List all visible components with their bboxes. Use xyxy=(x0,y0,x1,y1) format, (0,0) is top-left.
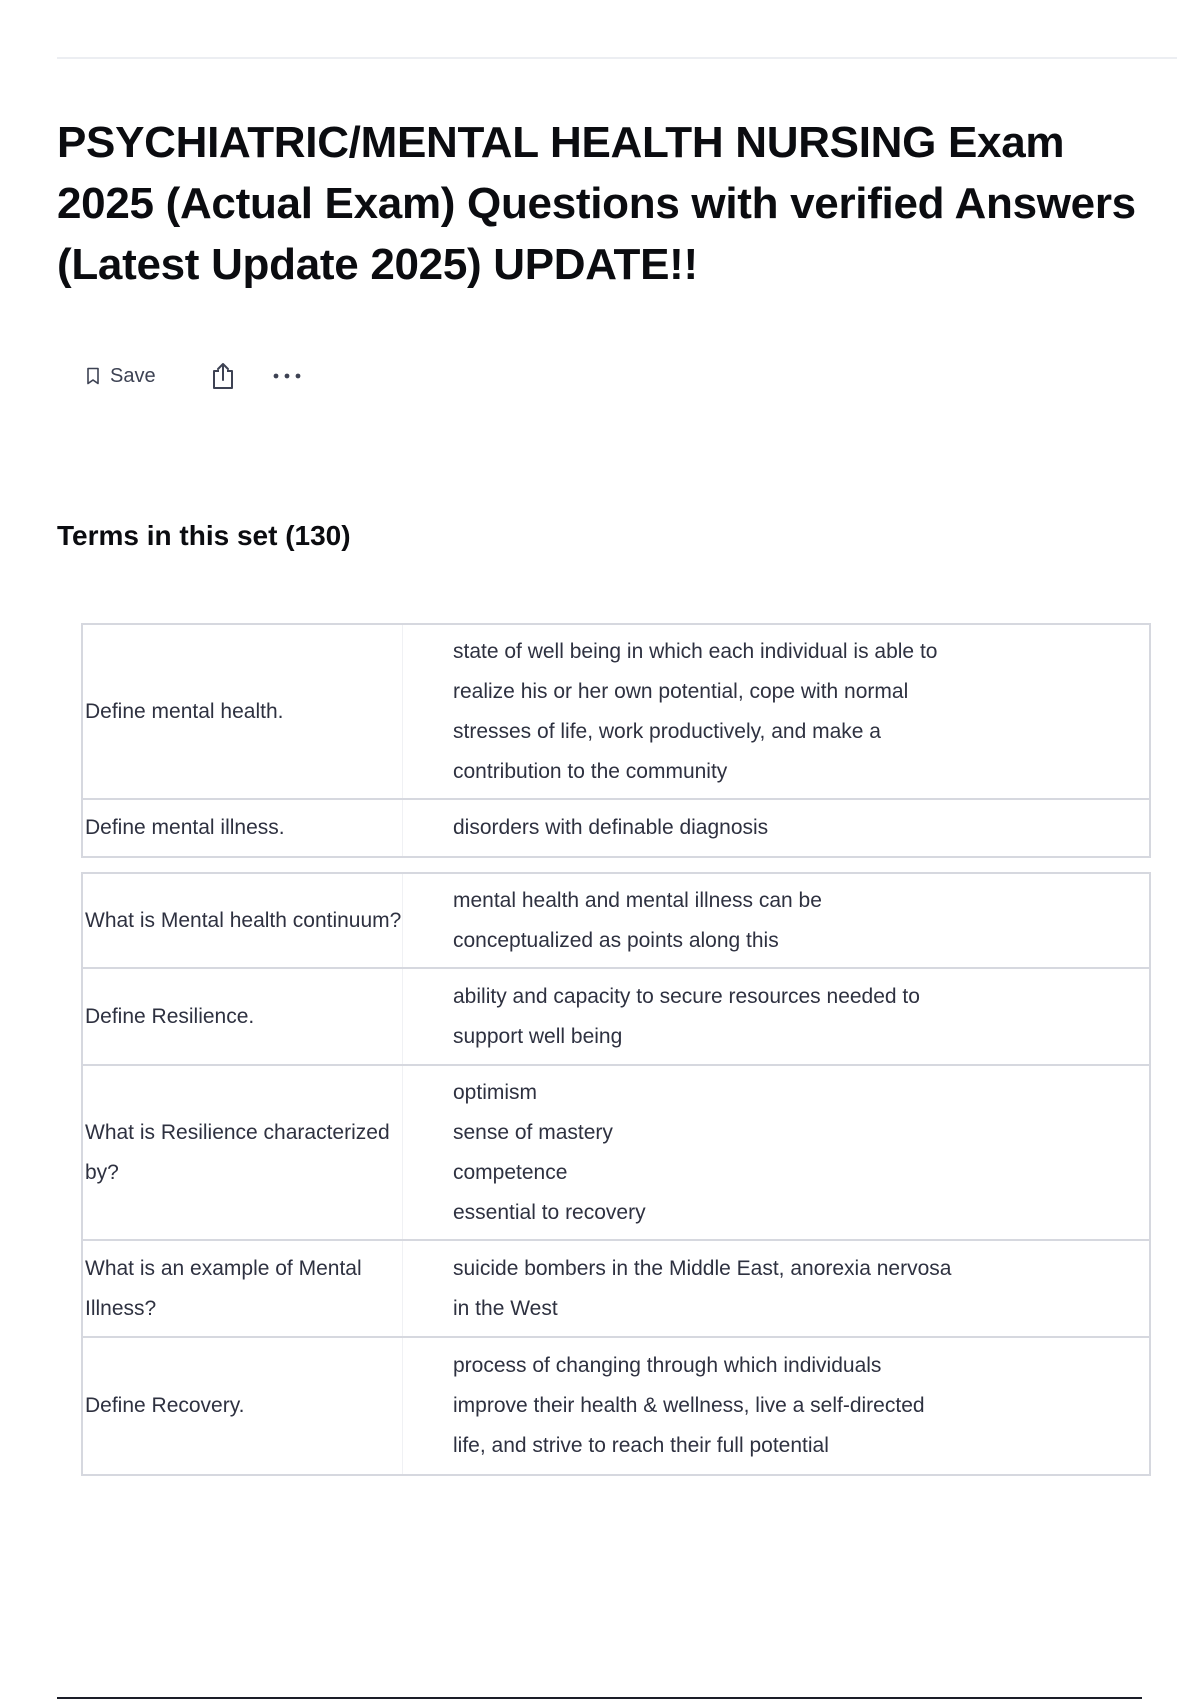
term-row xyxy=(83,1066,1149,1241)
definition-line: in the West xyxy=(453,1296,558,1320)
definition-line: life, and strive to reach their full potential xyxy=(453,1434,829,1457)
definition-line: essential to recovery xyxy=(453,1200,646,1224)
definition-line: realize his or her own potential, cope with normal xyxy=(453,679,909,703)
definition-line: improve their health & wellness, live a self-directed xyxy=(453,1394,925,1417)
toolbar xyxy=(86,360,302,392)
definition xyxy=(403,1241,1149,1336)
term-text: What is Mental health continuum? xyxy=(83,874,403,967)
top-divider xyxy=(57,57,1177,59)
save-button[interactable] xyxy=(86,365,156,388)
term-row xyxy=(83,1338,1149,1474)
definition xyxy=(403,969,1149,1064)
term-text: What is Resilience characterized by? xyxy=(83,1066,403,1239)
terms-group xyxy=(81,872,1151,1476)
term-row xyxy=(83,800,1149,856)
save-label: Save xyxy=(110,364,156,387)
term-row xyxy=(83,625,1149,800)
definition-line: support well being xyxy=(453,1024,623,1048)
share-icon xyxy=(210,361,236,391)
terms-group xyxy=(81,623,1151,858)
definition-line: conceptualized as points along this xyxy=(453,928,779,952)
definition-line: ability and capacity to secure resources needed to xyxy=(453,984,920,1008)
term-text: Define mental illness. xyxy=(83,800,403,856)
definition xyxy=(403,874,1149,967)
definition-line: stresses of life, work productively, and make a xyxy=(453,719,881,743)
bookmark-icon xyxy=(86,367,100,385)
definition-line: contribution to the community xyxy=(453,759,728,783)
definition-line: state of well being in which each individual is able to xyxy=(453,639,938,663)
terms-heading: Terms in this set (130) xyxy=(57,520,351,551)
share-button[interactable] xyxy=(210,361,236,391)
definition xyxy=(403,800,1149,856)
more-options-button[interactable] xyxy=(272,372,302,380)
definition-line: suicide bombers in the Middle East, anorexia nervosa xyxy=(453,1256,952,1280)
definition xyxy=(403,1338,1149,1474)
more-horizontal-icon xyxy=(272,372,302,380)
term-text: What is an example of Mental Illness? xyxy=(83,1241,403,1336)
definition-line: mental health and mental illness can be xyxy=(453,888,822,912)
definition-line: optimism xyxy=(453,1080,538,1104)
definition xyxy=(403,1066,1149,1239)
term-text: Define Resilience. xyxy=(83,969,403,1064)
definition xyxy=(403,625,1149,798)
definition-line: process of changing through which individuals xyxy=(453,1354,882,1377)
term-row xyxy=(83,1241,1149,1338)
term-row xyxy=(83,969,1149,1066)
term-row xyxy=(83,874,1149,969)
definition-line: sense of mastery xyxy=(453,1120,613,1144)
page-title: PSYCHIATRIC/MENTAL HEALTH NURSING Exam 2025 (Actual Exam) Questions with verified Answers (Latest Update 2025) UPDATE!! xyxy=(57,118,1136,289)
bottom-divider xyxy=(57,1697,1142,1699)
term-text: Define Recovery. xyxy=(83,1338,403,1474)
definition-line: competence xyxy=(453,1160,568,1184)
definition-line: disorders with definable diagnosis xyxy=(453,816,769,839)
term-text: Define mental health. xyxy=(83,625,403,798)
